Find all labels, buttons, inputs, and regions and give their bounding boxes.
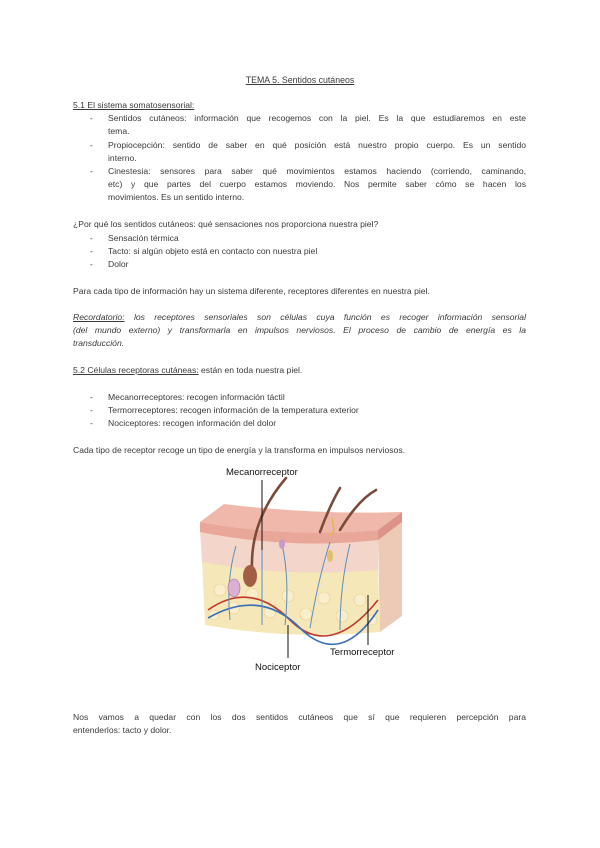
hair-follicle	[243, 565, 257, 587]
list-item-mecano: Mecanorreceptores: recogen información táctil	[108, 392, 285, 402]
bullet: -	[90, 392, 93, 402]
bullet: -	[90, 166, 93, 176]
reminder-line1	[73, 311, 526, 324]
bullet: -	[90, 405, 93, 415]
reminder-line3: transducción.	[73, 338, 125, 348]
list-item-termo: Termorreceptores: recogen información de la temperatura exterior	[108, 405, 359, 415]
page-title: TEMA 5. Sentidos cutáneos	[245, 75, 355, 85]
label-mecanorreceptor: Mecanorreceptor	[226, 467, 298, 478]
section-2-heading-rest: están en toda nuestra piel.	[198, 365, 303, 375]
label-nociceptor: Nociceptor	[255, 662, 301, 673]
bullet: -	[90, 233, 93, 243]
section-1-heading: 5.1 El sistema somatosensorial:	[73, 100, 195, 110]
closing-line2: entenderlos: tacto y dolor.	[73, 725, 172, 735]
ruffini-ending	[327, 550, 333, 562]
bullet: -	[90, 140, 93, 150]
list-item-termica: Sensación térmica	[108, 233, 179, 243]
closing-line1: Nos vamos a quedar con los dos sentidos cutáneos que sí que requieren percepción para	[73, 712, 526, 722]
list-item-dolor: Dolor	[108, 259, 129, 269]
list-item-sentidos-line2: tema.	[108, 126, 130, 136]
reminder-line2: (del mundo externo) y transformarla en impulsos nerviosos. El proceso de cambio de energía es la	[73, 325, 526, 335]
reminder-text: los receptores sensoriales son células cuya función es recoger información sensorial	[133, 312, 526, 322]
paragraph-receptor: Cada tipo de receptor recoge un tipo de energía y la transforma en impulsos nerviosos.	[73, 445, 406, 455]
list-item-cinestesia-line2: etc) y que partes del cuerpo estamos moviendo. Nos permite saber cómo se hacen los	[108, 179, 526, 189]
list-item-propiocepcion-line2: interno.	[108, 153, 137, 163]
bullet: -	[90, 113, 93, 123]
paragraph-info: Para cada tipo de información hay un sistema diferente, receptores diferentes en nuestra piel.	[73, 286, 430, 296]
list-item-sentidos-line1: Sentidos cutáneos: información que recogemos con la piel. Es la que estudiaremos en este	[108, 113, 526, 123]
list-item-noci: Nociceptores: recogen información del dolor	[108, 418, 277, 428]
pacinian-corpuscle	[228, 579, 240, 597]
list-item-tacto: Tacto: si algún objeto está en contacto con nuestra piel	[108, 246, 318, 256]
label-termorreceptor: Termorreceptor	[330, 647, 395, 658]
reminder-label: Recordatorio:	[73, 312, 125, 322]
list-item-cinestesia-line1: Cinestesia: sensores para saber qué movimientos estamos haciendo (corriendo, caminando,	[108, 166, 526, 176]
section-2-heading-line	[73, 364, 302, 377]
bullet: -	[90, 418, 93, 428]
meissner-corpuscle	[279, 539, 285, 549]
list-item-propiocepcion-line1: Propiocepción: sentido de saber en qué posición está nuestro propio cuerpo. Es un sentido	[108, 140, 526, 150]
bullet: -	[90, 259, 93, 269]
bullet: -	[90, 246, 93, 256]
section-2-heading: 5.2 Células receptoras cutáneas:	[73, 365, 199, 375]
question-text: ¿Por qué los sentidos cutáneos: qué sensaciones nos proporciona nuestra piel?	[73, 219, 379, 229]
list-item-cinestesia-line3: movimientos. Es un sentido interno.	[108, 192, 245, 202]
